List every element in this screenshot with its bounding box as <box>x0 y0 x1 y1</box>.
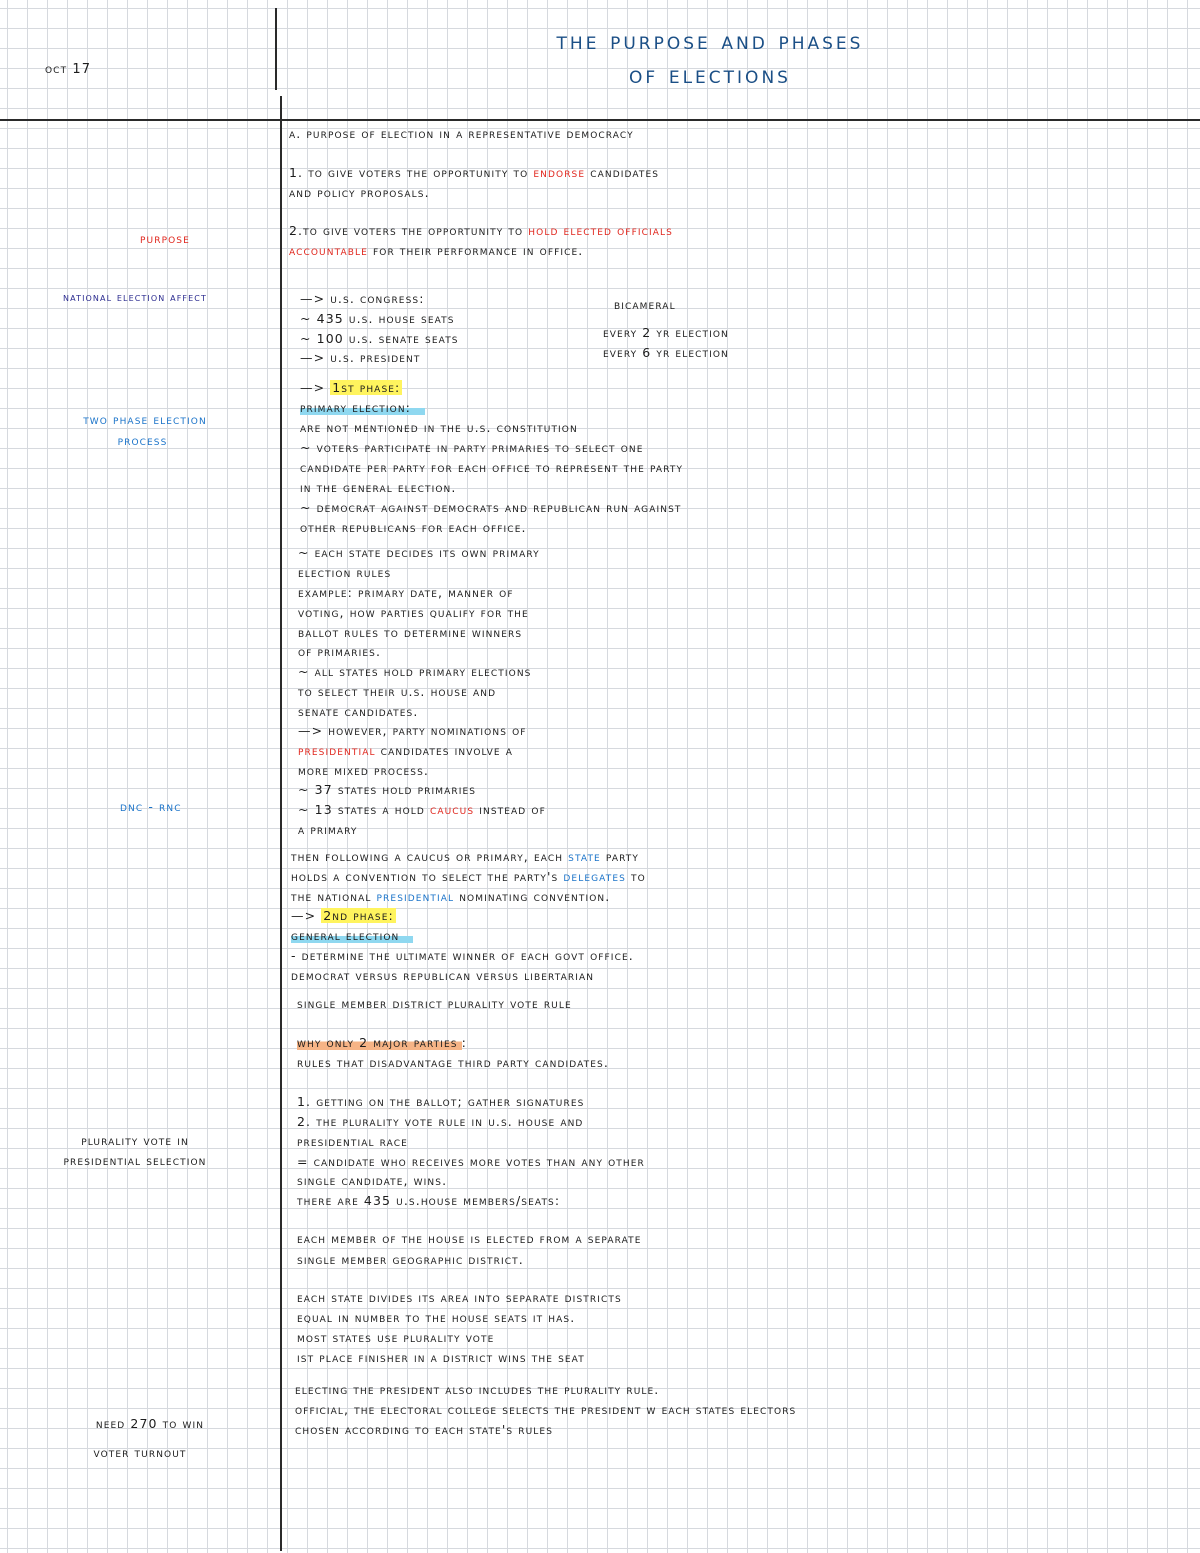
cue-two-phase-line1: two phase election <box>83 412 207 427</box>
state-rules-line-13: ~ 37 states hold primaries <box>298 782 477 797</box>
purpose-point-2: 2.to give voters the opportunity to hold elected officials <box>289 223 673 238</box>
state-rules-line-11: presidential candidates involve a <box>298 743 514 758</box>
primary-line-5: ~ democrat against democrats and republican run against <box>300 500 682 515</box>
phase-1-heading: —> 1st phase: <box>300 380 401 395</box>
house-seats: ~ 435 u.s. house seats <box>300 311 455 326</box>
primary-line-3: candidate per party for each office to represent the party <box>300 460 684 475</box>
president-heading: —> u.s. president <box>300 350 421 365</box>
state-rules-line-3: example: primary date, manner of <box>298 585 514 600</box>
purpose-point-1-cont: and policy proposals. <box>289 185 430 200</box>
primary-line-6: other republicans for each office. <box>300 520 527 535</box>
state-rules-line-14: ~ 13 states a hold caucus instead of <box>298 802 546 817</box>
header-divider <box>0 119 1200 121</box>
cue-national-election: national election affect <box>63 290 207 304</box>
phase-2-heading: —> 2nd phase: <box>291 908 394 923</box>
state-rules-line-8: to select their u.s. house and <box>298 684 497 699</box>
note-date: oct 17 <box>45 62 92 77</box>
districts-line-4: ist place finisher in a district wins the seat <box>297 1350 585 1365</box>
page-title-line1: the purpose and phases <box>556 27 864 55</box>
purpose-point-2-cont: accountable for their performance in office. <box>289 243 584 258</box>
convention-line-1: then following a caucus or primary, each state party <box>291 849 640 864</box>
section-a-heading: a. purpose of election in a representative democracy <box>289 126 634 141</box>
state-rules-line-15: a primary <box>298 822 358 837</box>
state-rules-line-4: voting, how parties qualify for the <box>298 605 529 620</box>
cue-two-phase-line2: process <box>117 433 168 448</box>
state-rules-line-2: election rules <box>298 565 392 580</box>
president-rule-line-2: official, the electoral college selects the president w each states electors <box>295 1402 797 1417</box>
house-district-line-2: single member geographic district. <box>297 1252 524 1267</box>
districts-line-2: equal in number to the house seats it has. <box>297 1310 576 1325</box>
state-rules-line-12: more mixed process. <box>298 763 429 778</box>
president-rule-line-3: chosen according to each state's rules <box>295 1422 554 1437</box>
cue-voter-turnout: voter turnout <box>93 1445 187 1460</box>
convention-line-3: the national presidential nominating convention. <box>291 889 611 904</box>
cue-need-270: need 270 to win <box>95 1416 205 1431</box>
state-rules-line-10: —> however, party nominations of <box>298 723 527 738</box>
page-title-line2: of elections <box>629 61 791 89</box>
single-member-rule: single member district plurality vote rule <box>297 996 572 1011</box>
state-rules-line-1: ~ each state decides its own primary <box>298 545 540 560</box>
why-two-parties-heading: why only 2 major parties : <box>297 1035 467 1050</box>
convention-line-2: holds a convention to select the party's delegates to <box>291 869 646 884</box>
congress-heading: —> u.s. congress: <box>300 291 425 306</box>
third-party-rules: rules that disadvantage third party candidates. <box>297 1055 609 1070</box>
every-6-yr-note: every 6 yr election <box>603 345 729 360</box>
senate-seats: ~ 100 u.s. senate seats <box>300 331 459 346</box>
rule-line-2: 2. the plurality vote rule in u.s. house and <box>297 1114 584 1129</box>
margin-line-top <box>275 8 277 90</box>
president-rule-line-1: electing the president also includes the plurality rule. <box>295 1382 660 1397</box>
rule-line-4: = candidate who receives more votes than any other <box>297 1154 645 1169</box>
state-rules-line-5: ballot rules to determine winners <box>298 625 523 640</box>
general-election-heading: general election <box>291 928 413 944</box>
cue-purpose: purpose <box>140 231 190 246</box>
general-line-2: democrat versus republican versus libertarian <box>291 968 595 983</box>
primary-line-4: in the general election. <box>300 480 457 495</box>
districts-line-1: each state divides its area into separate districts <box>297 1290 622 1305</box>
rule-line-5: single candidate, wins. <box>297 1173 448 1188</box>
bicameral-note: bicameral <box>614 297 676 312</box>
cue-plurality-line1: plurality vote in <box>81 1133 189 1148</box>
primary-line-2: ~ voters participate in party primaries to select one <box>300 440 644 455</box>
every-2-yr-note: every 2 yr election <box>603 325 729 340</box>
state-rules-line-6: of primaries. <box>298 644 382 659</box>
state-rules-line-7: ~ all states hold primary elections <box>298 664 532 679</box>
rule-line-6: there are 435 u.s.house members/seats: <box>297 1193 561 1208</box>
primary-line-1: are not mentioned in the u.s. constitution <box>300 420 578 435</box>
primary-election-heading: primary election: <box>300 400 425 416</box>
cue-dnc-rnc: dnc - rnc <box>120 799 182 814</box>
rule-line-3: presidential race <box>297 1134 408 1149</box>
cue-plurality-line2: presidential selection <box>63 1153 207 1168</box>
rule-line-1: 1. getting on the ballot; gather signatures <box>297 1094 585 1109</box>
margin-line <box>280 96 282 1551</box>
districts-line-3: most states use plurality vote <box>297 1330 495 1345</box>
purpose-point-1: 1. to give voters the opportunity to endorse candidates <box>289 165 660 180</box>
house-district-line-1: each member of the house is elected from a separate <box>297 1231 642 1246</box>
general-line-1: - determine the ultimate winner of each govt office. <box>291 948 634 963</box>
state-rules-line-9: senate candidates. <box>298 704 419 719</box>
